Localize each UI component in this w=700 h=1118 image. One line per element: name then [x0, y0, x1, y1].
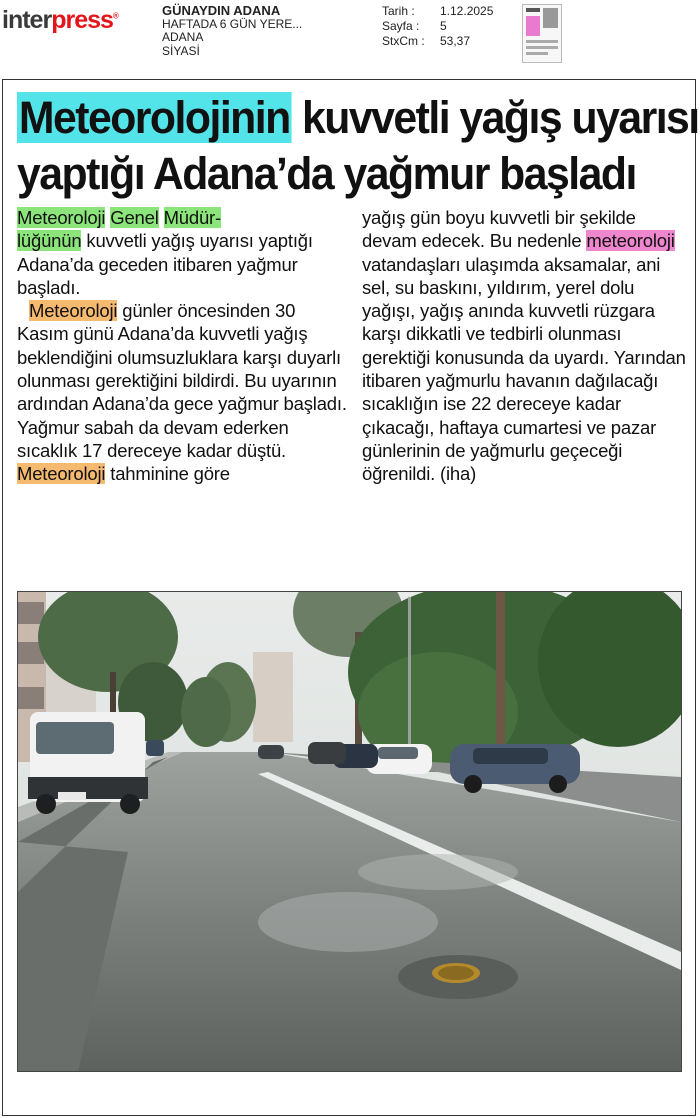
article-clipping: [2, 79, 699, 1116]
page-value: 5: [440, 19, 447, 33]
highlight-keyword: Genel: [110, 207, 159, 228]
highlight-keyword: Meteoroloji: [17, 207, 106, 228]
paragraph-4: [362, 206, 687, 486]
highlight-keyword: lüğünün: [17, 230, 82, 252]
publication-frequency: HAFTADA 6 GÜN YERE...: [162, 16, 303, 31]
article-column-1: [17, 206, 347, 486]
paragraph-3: [17, 462, 347, 485]
area-value: 53,37: [440, 34, 471, 48]
paragraph-text: günler öncesinden 30 Kasım günü Adana’da kuvvetli yağış beklendiğini olumsuzluklara karşı duyarlı olunması gerektiğini bildirdi. Bu uyarının ardından Adana’da gece yağmur başladı. Yağmur sabah da devam ederken sıcaklık 17 dereceye kadar düştü.: [17, 300, 347, 461]
rainy-street-image: [18, 592, 681, 1071]
headline-highlight: Meteorolojinin: [18, 92, 290, 143]
news-photo: [17, 591, 682, 1072]
article-headline: [17, 90, 699, 202]
article-column-2: [362, 206, 687, 486]
date-value: 1.12.2025: [440, 4, 494, 18]
highlight-keyword: Meteoroloji: [29, 300, 118, 322]
publication-name: GÜNAYDIN ADANA: [162, 3, 281, 18]
paragraph-text: kuvvetli yağış uyarısı yaptığı Adana’da geceden itibaren yağmur başladı.: [17, 230, 313, 298]
interpress-logo: interpress®: [2, 6, 118, 34]
highlight-keyword: Müdür-: [163, 207, 221, 228]
date-label: Tarih :: [382, 4, 415, 18]
clipping-meta: [382, 4, 493, 49]
paragraph-text: vatandaşları ulaşımda aksamalar, ani sel, su baskını, yıldırım, yerel dolu yağışı, yağış anında kuvvetli rüzgara karşı dikkatli ve tedbirli olunması gerektiği konusunda da uyardı. Yarından itibaren yağmurlu havanın dağılacağı sıcaklığın ise 22 dereceye kadar çıkacağı, haftaya cumartesi ve pazar günlerinin de yağmurlu geçeceği öğrenildi. (iha): [362, 253, 686, 485]
clipping-header: [0, 0, 700, 70]
paragraph-2: [17, 299, 347, 462]
highlight-keyword: meteoroloji: [586, 230, 675, 252]
page-label: Sayfa :: [382, 19, 420, 33]
highlight-keyword: Meteoroloji: [17, 463, 106, 485]
headline-line2: yaptığı Adana’da yağmur başladı: [17, 148, 636, 199]
headline-line1-rest: kuvvetli yağış uyarısı: [302, 92, 699, 143]
paragraph-text: yağış gün boyu kuvvetli bir şekilde devam edecek. Bu nedenle: [362, 207, 636, 252]
page-thumbnail[interactable]: [522, 4, 562, 63]
publication-info: [162, 4, 302, 58]
paragraph-1: [17, 206, 347, 299]
publication-section: SİYASİ: [162, 43, 200, 58]
paragraph-text: tahminine göre: [110, 463, 230, 485]
publication-city: ADANA: [162, 30, 204, 44]
area-label: StxCm :: [382, 34, 425, 48]
